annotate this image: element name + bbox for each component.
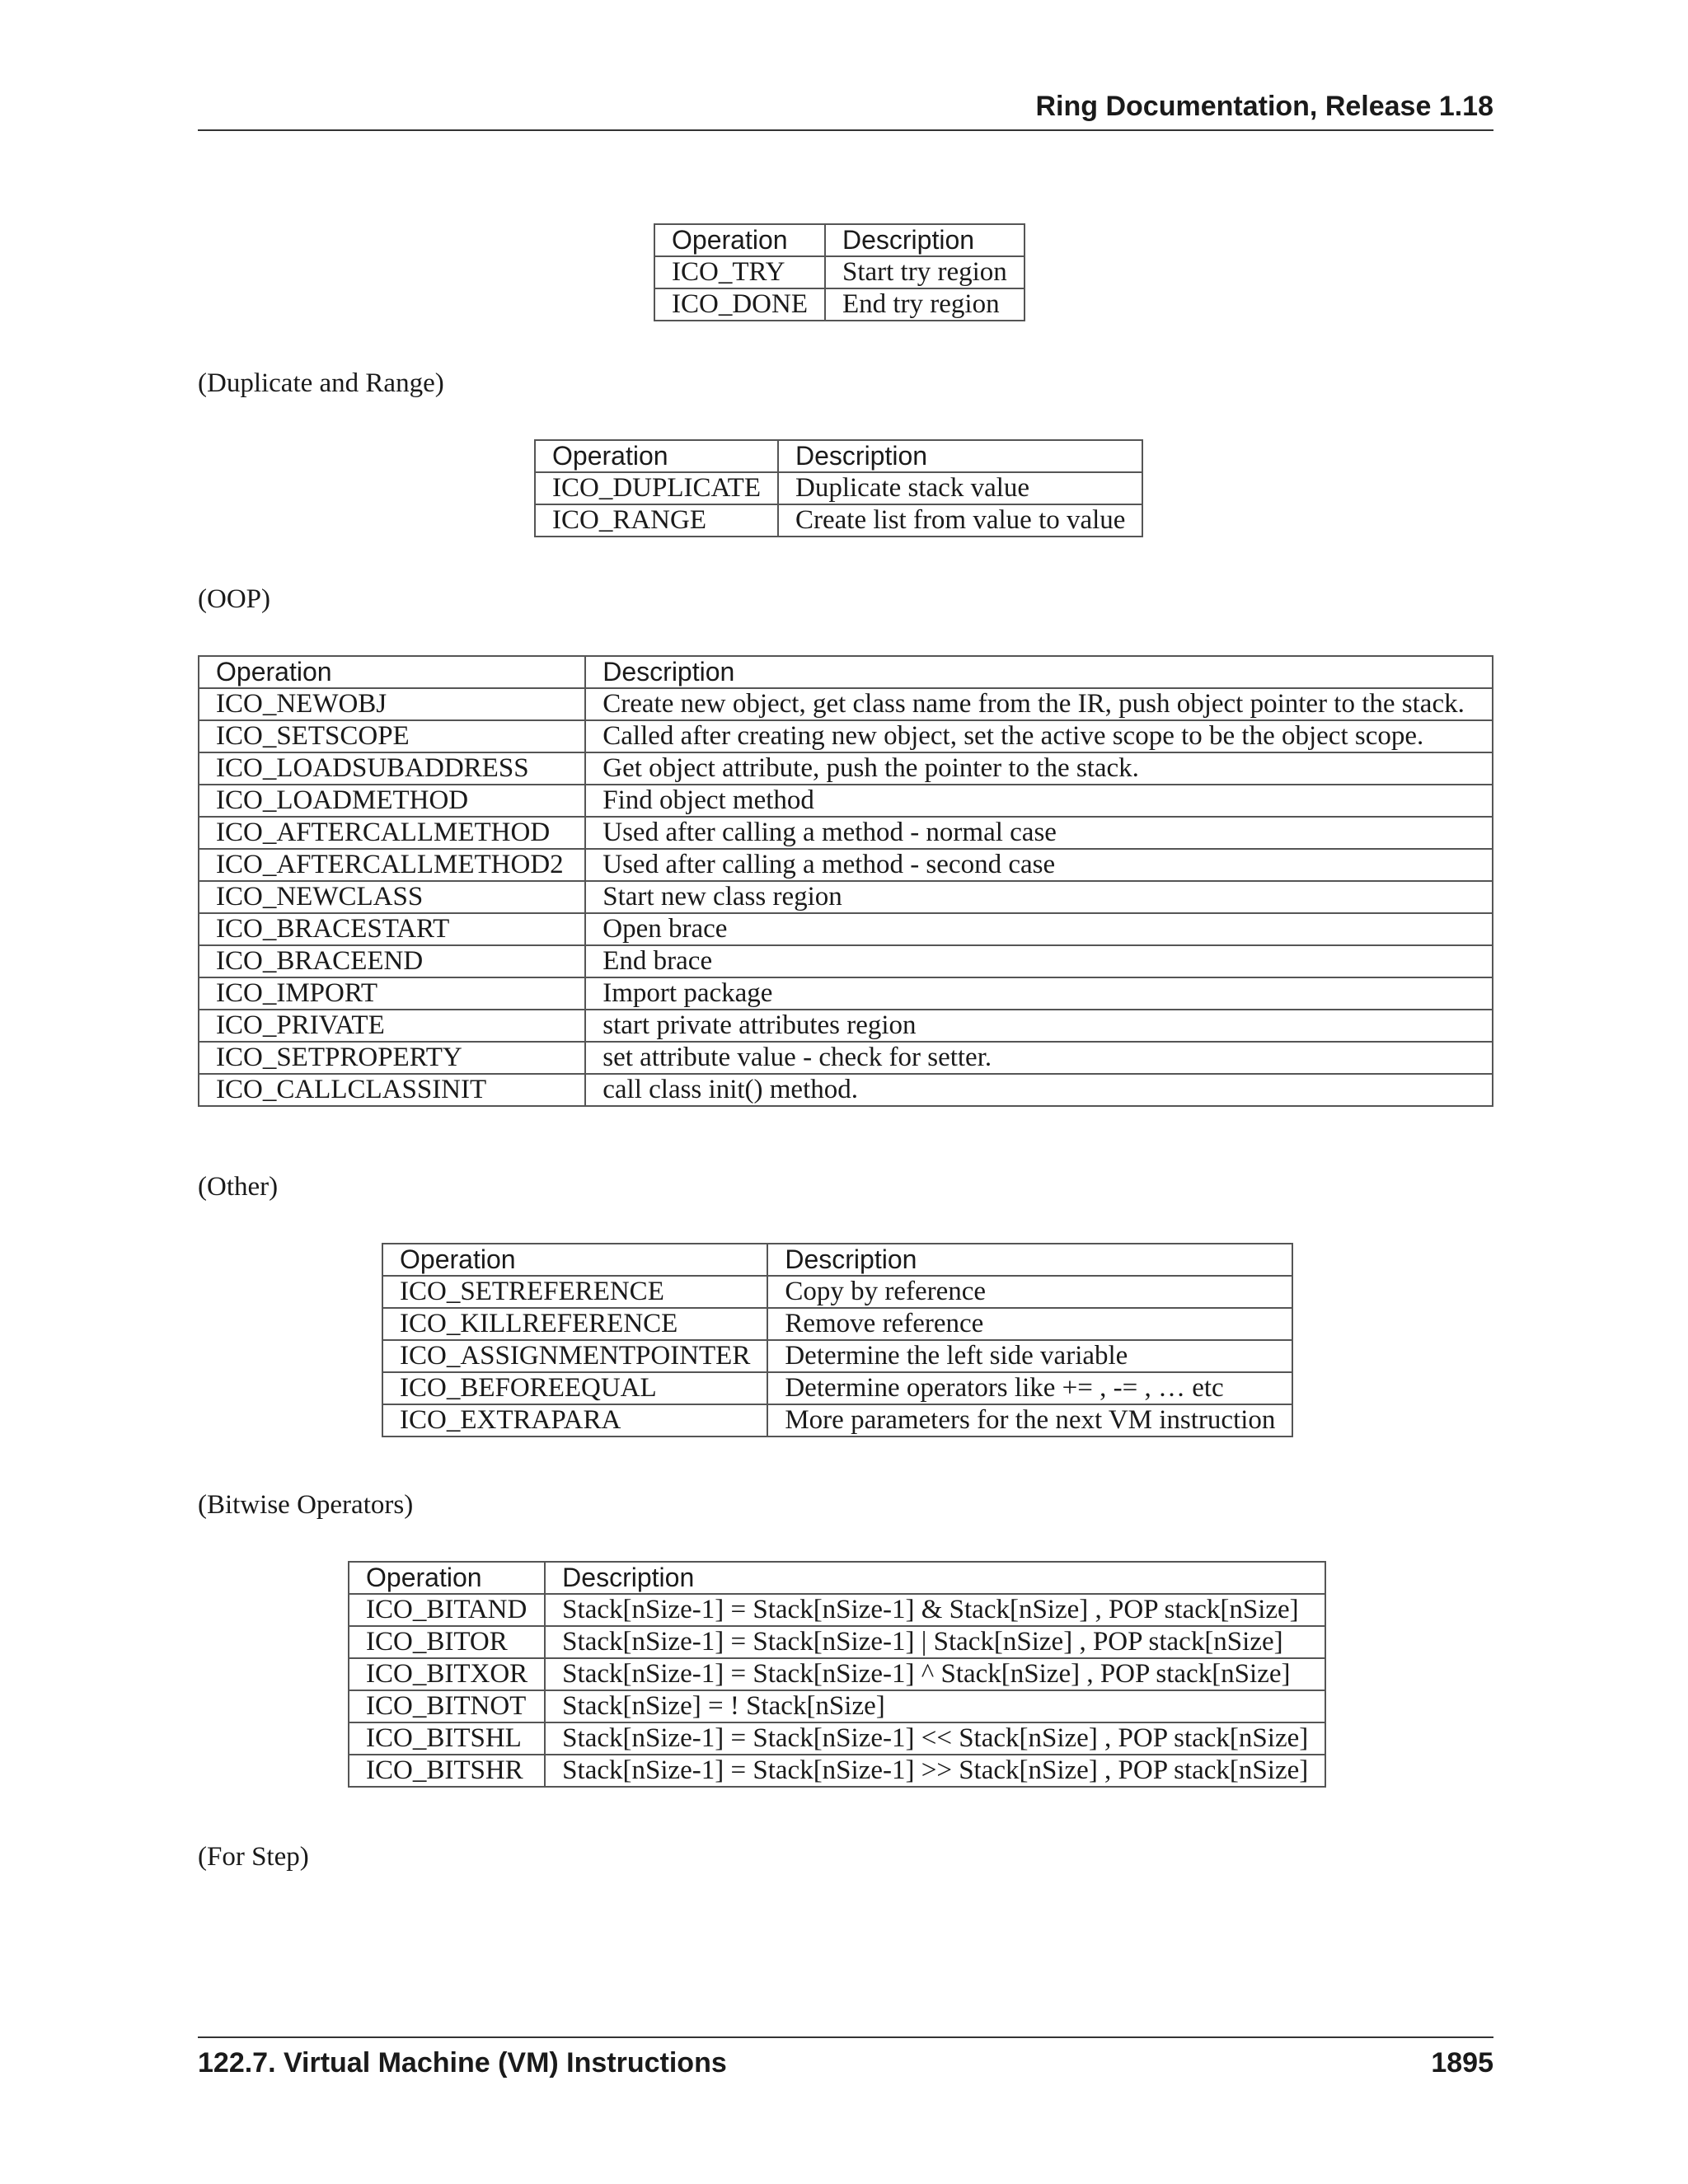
operation-cell: ICO_BRACEEND — [199, 945, 585, 977]
table-try-region — [654, 223, 1025, 321]
operation-cell: ICO_BEFOREEQUAL — [382, 1372, 767, 1404]
description-cell: Stack[nSize-1] = Stack[nSize-1] >> Stack[nSize] , POP stack[nSize] — [545, 1755, 1325, 1787]
description-cell: set attribute value - check for setter. — [585, 1042, 1493, 1074]
operation-cell: ICO_TRY — [654, 256, 825, 288]
table-row — [382, 1276, 1292, 1308]
description-cell: More parameters for the next VM instruction — [767, 1404, 1292, 1436]
description-cell: Start try region — [825, 256, 1025, 288]
operation-cell: ICO_LOADMETHOD — [199, 785, 585, 817]
description-cell: Remove reference — [767, 1308, 1292, 1340]
header-divider — [198, 129, 1493, 131]
description-cell: Duplicate stack value — [778, 472, 1142, 504]
description-cell: Import package — [585, 977, 1493, 1010]
table-row — [199, 752, 1493, 785]
table-header-row — [349, 1562, 1325, 1594]
description-cell: Get object attribute, push the pointer to the stack. — [585, 752, 1493, 785]
table-row — [382, 1372, 1292, 1404]
description-cell: Create list from value to value — [778, 504, 1142, 537]
header-operation: Operation — [349, 1562, 545, 1594]
table-row — [349, 1722, 1325, 1755]
table-header-row — [654, 224, 1025, 256]
operation-cell: ICO_BITSHL — [349, 1722, 545, 1755]
table-row — [199, 977, 1493, 1010]
table-row — [349, 1690, 1325, 1722]
operation-cell: ICO_EXTRAPARA — [382, 1404, 767, 1436]
table-row — [535, 472, 1142, 504]
description-cell: Create new object, get class name from the IR, push object pointer to the stack. — [585, 688, 1493, 720]
description-cell: Called after creating new object, set the active scope to be the object scope. — [585, 720, 1493, 752]
description-cell: Stack[nSize] = ! Stack[nSize] — [545, 1690, 1325, 1722]
table-row — [349, 1594, 1325, 1626]
table-row — [382, 1404, 1292, 1436]
table-row — [654, 288, 1025, 321]
table-row — [349, 1626, 1325, 1658]
page-header: Ring Documentation, Release 1.18 — [1035, 91, 1493, 122]
operation-cell: ICO_ASSIGNMENTPOINTER — [382, 1340, 767, 1372]
operation-cell: ICO_BITNOT — [349, 1690, 545, 1722]
operation-cell: ICO_BITAND — [349, 1594, 545, 1626]
table-row — [199, 720, 1493, 752]
description-cell: Copy by reference — [767, 1276, 1292, 1308]
caption-oop: (OOP) — [198, 584, 270, 614]
table-bitwise — [348, 1561, 1326, 1788]
table-row — [199, 817, 1493, 849]
header-operation: Operation — [199, 656, 585, 688]
table-row — [654, 256, 1025, 288]
description-cell: Stack[nSize-1] = Stack[nSize-1] ^ Stack[nSize] , POP stack[nSize] — [545, 1658, 1325, 1690]
table-row — [199, 849, 1493, 881]
header-operation: Operation — [654, 224, 825, 256]
description-cell: Find object method — [585, 785, 1493, 817]
table-row — [199, 945, 1493, 977]
header-operation: Operation — [535, 440, 778, 472]
operation-cell: ICO_RANGE — [535, 504, 778, 537]
table-row — [349, 1755, 1325, 1787]
description-cell: call class init() method. — [585, 1074, 1493, 1106]
description-cell: Stack[nSize-1] = Stack[nSize-1] | Stack[nSize] , POP stack[nSize] — [545, 1626, 1325, 1658]
operation-cell: ICO_LOADSUBADDRESS — [199, 752, 585, 785]
operation-cell: ICO_KILLREFERENCE — [382, 1308, 767, 1340]
description-cell: Start new class region — [585, 881, 1493, 913]
description-cell: Used after calling a method - second case — [585, 849, 1493, 881]
description-cell: Stack[nSize-1] = Stack[nSize-1] & Stack[nSize] , POP stack[nSize] — [545, 1594, 1325, 1626]
operation-cell: ICO_BITOR — [349, 1626, 545, 1658]
operation-cell: ICO_IMPORT — [199, 977, 585, 1010]
operation-cell: ICO_PRIVATE — [199, 1010, 585, 1042]
description-cell: Open brace — [585, 913, 1493, 945]
operation-cell: ICO_DUPLICATE — [535, 472, 778, 504]
table-row — [199, 881, 1493, 913]
description-cell: start private attributes region — [585, 1010, 1493, 1042]
operation-cell: ICO_SETPROPERTY — [199, 1042, 585, 1074]
description-cell: End brace — [585, 945, 1493, 977]
table-row — [199, 1074, 1493, 1106]
table-row — [382, 1340, 1292, 1372]
table-row — [199, 1042, 1493, 1074]
header-description: Description — [767, 1244, 1292, 1276]
page-number: 1895 — [1431, 2047, 1493, 2079]
caption-for-step: (For Step) — [198, 1842, 309, 1872]
table-other — [382, 1243, 1293, 1437]
table-row — [382, 1308, 1292, 1340]
caption-bitwise: (Bitwise Operators) — [198, 1490, 414, 1520]
description-cell: Used after calling a method - normal case — [585, 817, 1493, 849]
table-header-row — [535, 440, 1142, 472]
table-row — [199, 785, 1493, 817]
operation-cell: ICO_NEWCLASS — [199, 881, 585, 913]
table-oop — [198, 655, 1493, 1107]
header-description: Description — [778, 440, 1142, 472]
operation-cell: ICO_DONE — [654, 288, 825, 321]
operation-cell: ICO_AFTERCALLMETHOD2 — [199, 849, 585, 881]
operation-cell: ICO_BITSHR — [349, 1755, 545, 1787]
operation-cell: ICO_BITXOR — [349, 1658, 545, 1690]
operation-cell: ICO_CALLCLASSINIT — [199, 1074, 585, 1106]
footer-section-title: 122.7. Virtual Machine (VM) Instructions — [198, 2047, 727, 2079]
operation-cell: ICO_AFTERCALLMETHOD — [199, 817, 585, 849]
operation-cell: ICO_SETREFERENCE — [382, 1276, 767, 1308]
description-cell: Determine operators like += , -= , … etc — [767, 1372, 1292, 1404]
table-header-row — [199, 656, 1493, 688]
header-operation: Operation — [382, 1244, 767, 1276]
table-duplicate-range — [534, 439, 1143, 537]
operation-cell: ICO_NEWOBJ — [199, 688, 585, 720]
description-cell: End try region — [825, 288, 1025, 321]
page-footer — [198, 2046, 1493, 2080]
table-row — [199, 913, 1493, 945]
table-row — [349, 1658, 1325, 1690]
header-description: Description — [825, 224, 1025, 256]
header-description: Description — [585, 656, 1493, 688]
description-cell: Stack[nSize-1] = Stack[nSize-1] << Stack[nSize] , POP stack[nSize] — [545, 1722, 1325, 1755]
description-cell: Determine the left side variable — [767, 1340, 1292, 1372]
header-description: Description — [545, 1562, 1325, 1594]
footer-divider — [198, 2036, 1493, 2038]
caption-duplicate-range: (Duplicate and Range) — [198, 368, 444, 398]
caption-other: (Other) — [198, 1172, 279, 1202]
table-header-row — [382, 1244, 1292, 1276]
table-row — [199, 688, 1493, 720]
table-row — [535, 504, 1142, 537]
table-row — [199, 1010, 1493, 1042]
operation-cell: ICO_SETSCOPE — [199, 720, 585, 752]
operation-cell: ICO_BRACESTART — [199, 913, 585, 945]
